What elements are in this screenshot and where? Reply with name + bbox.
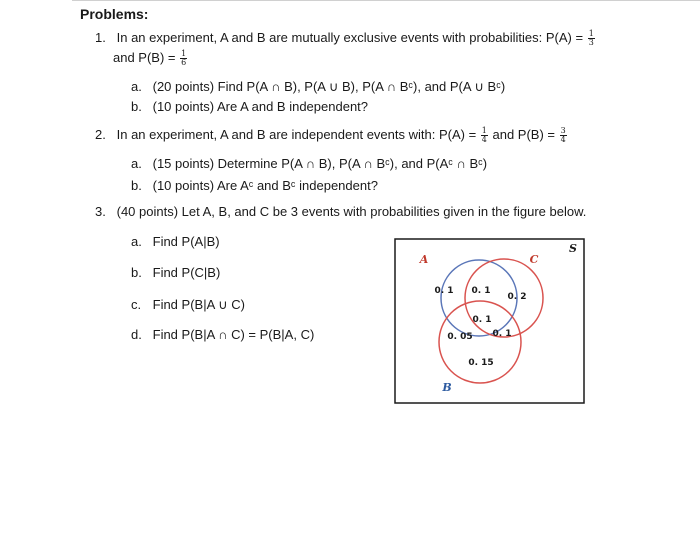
problem-1-intro — [95, 29, 596, 47]
fraction-denominator: 3 — [588, 38, 594, 48]
problem-1-number: 1. — [95, 30, 106, 45]
problem-2-intro — [95, 126, 568, 144]
fraction-numerator: 1 — [181, 49, 187, 59]
problem-1b — [131, 98, 368, 116]
problem-2a — [131, 155, 487, 173]
region-c-only: 0. 2 — [507, 292, 527, 302]
problem-3c-text: Find P(B|A ∪ C) — [152, 297, 245, 312]
region-b-and-c: 0. 1 — [492, 329, 512, 339]
problem-2a-text: (15 points) Determine P(A ∩ B), P(A ∩ Bᶜ), and P(Aᶜ ∩ Bᶜ) — [152, 156, 488, 171]
region-all-three: 0. 1 — [472, 315, 492, 325]
problem-2a-label: a. — [131, 156, 142, 171]
problem-3d — [131, 326, 314, 344]
set-label-s: S — [569, 242, 577, 255]
problem-3a — [131, 233, 220, 251]
problem-2b-text: (10 points) Are Aᶜ and Bᶜ independent? — [152, 178, 378, 193]
problem-2b — [131, 177, 378, 195]
problem-3d-text: Find P(B|A ∩ C) = P(B|A, C) — [152, 327, 315, 342]
region-a-and-b: 0. 05 — [447, 332, 473, 342]
problem-3a-label: a. — [131, 234, 142, 249]
problem-2-pb-text: and P(B) = — [492, 127, 556, 142]
set-label-c: C — [529, 253, 539, 266]
region-a-and-c: 0. 1 — [471, 286, 491, 296]
region-a-only: 0. 1 — [434, 286, 454, 296]
problem-2b-label: b. — [131, 178, 142, 193]
page-title: Problems: — [80, 6, 149, 22]
problem-3c — [131, 296, 245, 314]
problem-1-text: In an experiment, A and B are mutually exclusive events with probabilities: P(A) = — [116, 30, 584, 45]
problem-3d-label: d. — [131, 327, 142, 342]
problem-3-number: 3. — [95, 204, 106, 219]
problem-1b-label: b. — [131, 99, 142, 114]
problem-1a-label: a. — [131, 79, 142, 94]
fraction-denominator: 6 — [181, 58, 187, 68]
problem-2-number: 2. — [95, 127, 106, 142]
circle-c — [465, 259, 543, 337]
problem-1a-text: (20 points) Find P(A ∩ B), P(A ∪ B), P(A ∩ Bᶜ), and P(A ∪ Bᶜ) — [152, 79, 506, 94]
problem-1-pb — [113, 49, 188, 67]
circle-b — [439, 301, 521, 383]
fraction-numerator: 1 — [481, 126, 487, 136]
problem-3c-label: c. — [131, 297, 142, 312]
problem-1b-text: (10 points) Are A and B independent? — [152, 99, 369, 114]
venn-diagram — [394, 238, 585, 404]
problem-1a — [131, 78, 505, 96]
set-label-b: B — [442, 381, 452, 394]
fraction-denominator: 4 — [560, 135, 566, 145]
fraction-pb-1 — [180, 50, 187, 67]
problem-3b — [131, 264, 220, 282]
fraction-numerator: 3 — [560, 126, 566, 136]
page-top-rule — [72, 0, 700, 1]
fraction-denominator: 4 — [481, 135, 487, 145]
fraction-numerator: 1 — [588, 29, 594, 39]
problem-1-pb-text: and P(B) = — [113, 50, 176, 65]
problem-3-intro — [95, 203, 586, 221]
problem-3b-text: Find P(C|B) — [152, 265, 221, 280]
problem-3-text: (40 points) Let A, B, and C be 3 events with probabilities given in the figure below. — [116, 204, 587, 219]
set-label-a: A — [419, 253, 429, 266]
problem-3b-label: b. — [131, 265, 142, 280]
problem-3a-text: Find P(A|B) — [152, 234, 220, 249]
region-b-only: 0. 15 — [468, 358, 494, 368]
fraction-pa-1 — [588, 30, 595, 47]
fraction-pa-2 — [481, 127, 488, 144]
fraction-pb-2 — [560, 127, 567, 144]
problem-2-text: In an experiment, A and B are independent events with: P(A) = — [116, 127, 477, 142]
